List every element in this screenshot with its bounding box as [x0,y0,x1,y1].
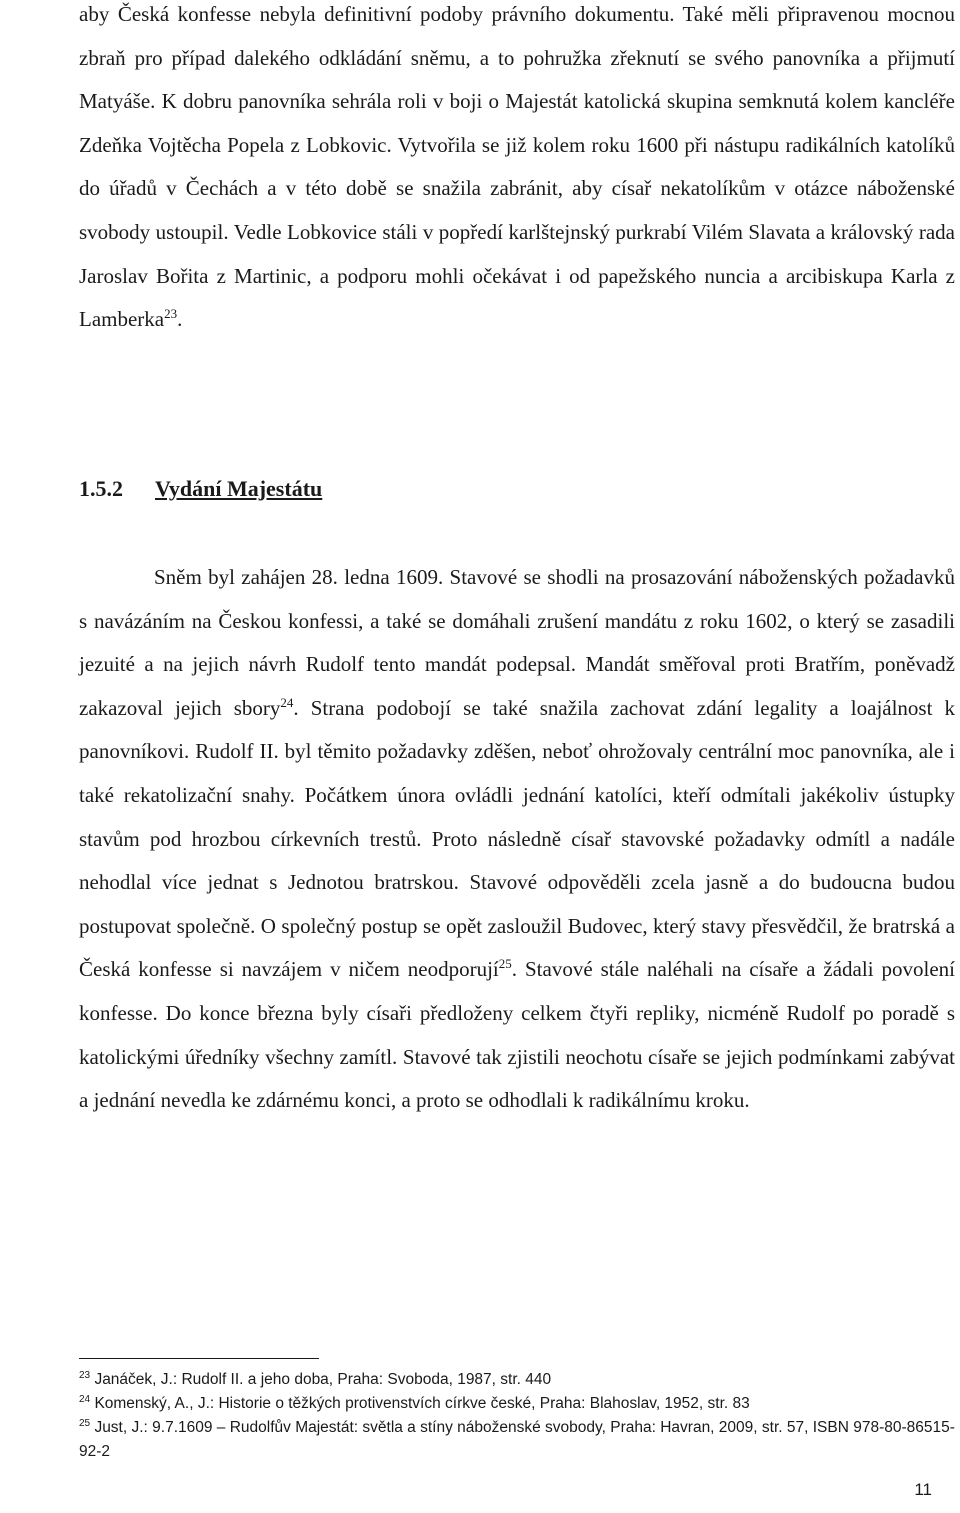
footnote-number: 23 [79,1369,91,1381]
section-title: Vydání Majestátu [155,476,323,501]
footnote-number: 25 [79,1417,91,1429]
paragraph-1 [79,0,955,342]
paragraph-2-part-2: . Strana podobojí se také snažila zachovat zdání legality a loajálnost k panovníkovi. Rudolf II. byl těmito požadavky zděšen, neboť ohrožovaly centrální moc panovníka, ale i také rekatolizační snahy. Počátkem února ovládli jednání katolíci, kteří odmítali jakékoliv ústupky stavům pod hrozbou církevních trestů. Proto následně císař stavovské požadavky odmítl a nadále nehodlal více jednat s Jednotou bratrskou. Stavové odpověděli zcela jasně a do budoucna budou postupovat společně. O společný postup se opět zasloužil Budovec, který stavy přesvědčil, že bratrská a Česká konfesse si navzájem v ničem neodporují [79,695,956,982]
footnote-separator [79,1358,319,1359]
paragraph-2-part-3: . Stavové stále naléhali na císaře a žádali povolení konfesse. Do konce března byly císaři předloženy celkem čtyři repliky, nicméně Rudolf po poradě s katolickými úředníky všechny zamítl. Stavové tak zjistili neochotu císaře se jejich podmínkami zabývat a jednání nevedla ke zdárnému konci, a proto se odhodlali k radikálnímu kroku. [79,957,955,1113]
footnote-25 [79,1416,955,1464]
footnote-text: Just, J.: 9.7.1609 – Rudolfův Majestát: světla a stíny náboženské svobody, Praha: Havran, 2009, str. 57, ISBN 978-80-86515-92-2 [79,1419,955,1460]
section-heading [79,476,322,502]
page-number: 11 [914,1480,932,1499]
footnote-ref-24[interactable]: 24 [280,694,294,710]
section-number: 1.5.2 [79,476,123,501]
footnote-23 [79,1368,955,1392]
footnote-ref-25[interactable]: 25 [498,956,512,972]
footnote-number: 24 [79,1393,91,1405]
paragraph-2 [79,556,955,1123]
footnote-text: Janáček, J.: Rudolf II. a jeho doba, Praha: Svoboda, 1987, str. 440 [94,1371,552,1388]
footnote-ref-23[interactable]: 23 [164,306,178,322]
paragraph-1-text: aby Česká konfesse nebyla definitivní podoby právního dokumentu. Také měli připravenou mocnou zbraň pro případ dalekého odkládání sněmu, a to pohružka zřeknutí se svého panovníka a přijmutí Matyáše. K dobru panovníka sehrála roli v boji o Majestát katolická skupina semknutá kolem kancléře Zdeňka Vojtěcha Popela z Lobkovic. Vytvořila se již kolem roku 1600 při nástupu radikálních katolíků do úřadů v Čechách a v této době se snažila zabránit, aby císař nekatolíkům v otázce náboženské svobody ustoupil. Vedle Lobkovice stáli v popředí karlštejnský purkrabí Vilém Slavata a královský rada Jaroslav Bořita z Martinic, a podporu mohli očekávat i od papežského nuncia a arcibiskupa Karla z Lamberka [79,2,955,332]
footnote-text: Komenský, A., J.: Historie o těžkých protivenstvích církve české, Praha: Blahoslav, 1952, str. 83 [94,1395,750,1412]
footnotes [79,1368,955,1464]
paragraph-2-part-1: Sněm byl zahájen 28. ledna 1609. Stavové se shodli na prosazování náboženských požadavků s navázáním na Českou konfessi, a také se domáhali zrušení mandátu z roku 1602, o který se zasadili jezuité a na jejich návrh Rudolf tento mandát podepsal. Mandát směřoval proti Bratřím, poněvadž zakazoval jejich sbory [79,565,955,720]
footnote-24 [79,1392,955,1416]
paragraph-1-end: . [177,307,183,332]
